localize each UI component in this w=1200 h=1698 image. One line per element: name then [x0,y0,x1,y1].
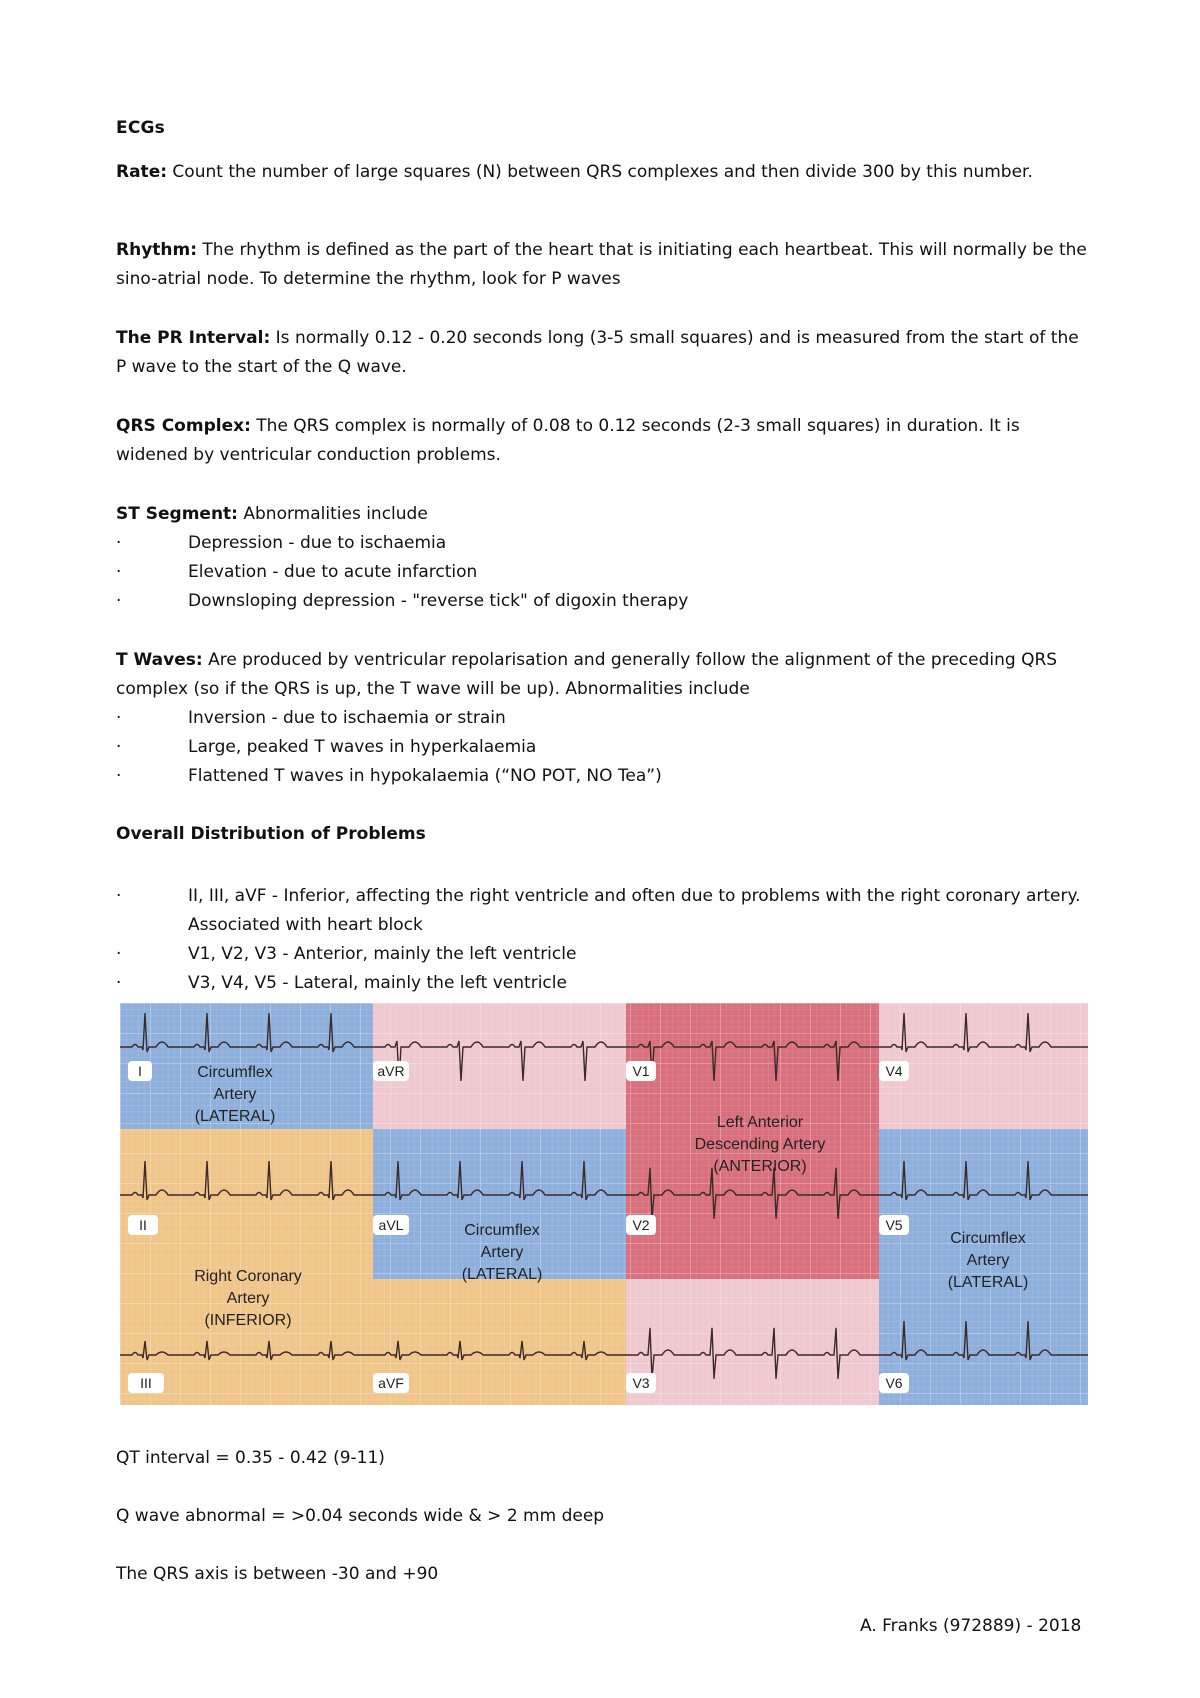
bullet-icon: · [116,562,122,582]
pr-text: Is normally 0.12 - 0.20 seconds long (3-5 small squares) and is measured from the start of the P wave to the start of the Q wave. [116,328,1079,377]
lead-label-text: V3 [632,1375,650,1391]
region-text: Circumflex [464,1222,540,1239]
qrs-text: The QRS complex is normally of 0.08 to 0.12 seconds (2-3 small squares) in duration. It is widened by ventricular conduction problems. [116,416,1020,465]
lead-label-text: aVF [378,1375,404,1391]
rhythm-paragraph [116,236,1091,294]
q-wave-text: Q wave abnormal = >0.04 seconds wide & > 2 mm deep [116,1506,605,1526]
bullet-icon: · [116,737,122,757]
qt-interval-text: QT interval = 0.35 - 0.42 (9-11) [116,1448,385,1468]
bullet-icon: · [116,533,122,553]
distribution-heading: Overall Distribution of Problems [116,824,426,844]
region-text: Artery [226,1290,270,1307]
lead-label-avr [373,1061,409,1081]
lead-label-v5 [879,1215,909,1235]
t-waves-label: T Waves: [116,650,203,670]
region-text: (LATERAL) [947,1274,1029,1291]
st-paragraph [116,500,1091,529]
rhythm-label: Rhythm: [116,240,198,260]
lead-label-avl [373,1215,409,1235]
rate-text: Count the number of large squares (N) between QRS complexes and then divide 300 by this number. [167,162,1033,182]
bullet-icon: · [116,591,122,611]
lead-label-text: V6 [885,1375,903,1391]
document-title: ECGs [116,118,165,138]
qrs-paragraph [116,412,1091,470]
bullet-icon: · [116,708,122,728]
lead-label-iii [128,1373,164,1393]
qrs-axis-text: The QRS axis is between -30 and +90 [116,1564,439,1584]
lead-label-v3 [626,1373,656,1393]
lead-label-text: V4 [885,1063,903,1079]
region-text: (ANTERIOR) [713,1158,807,1175]
rhythm-text: The rhythm is defined as the part of the heart that is initiating each heartbeat. This will normally be the sino-atrial node. To determine the rhythm, look for P waves [116,240,1087,289]
lead-label-v1 [626,1061,656,1081]
bullet-icon: · [116,886,122,906]
rate-label: Rate: [116,162,168,182]
lead-label-v4 [879,1061,909,1081]
lead-label-text: V2 [632,1217,650,1233]
lead-label-text: V5 [885,1217,903,1233]
t-waves-paragraph [116,646,1091,704]
region-text: (LATERAL) [461,1266,543,1283]
lead-label-text: aVR [377,1063,405,1079]
pr-interval-paragraph [116,324,1091,382]
region-text: Circumflex [197,1064,273,1081]
region-text: Right Coronary [194,1268,302,1285]
region-text: Artery [213,1086,257,1103]
lead-label-text: V1 [632,1063,650,1079]
region-text: Artery [966,1252,1010,1269]
lead-label-v6 [879,1373,909,1393]
ecg-territory-figure [120,1003,1088,1405]
region-text: (LATERAL) [194,1108,276,1125]
footer-author: A. Franks (972889) - 2018 [860,1616,1082,1636]
qrs-label: QRS Complex: [116,416,251,436]
bullet-icon: · [116,766,122,786]
region-text: Artery [480,1244,524,1261]
ecg-svg [120,1003,1088,1405]
lead-label-text: aVL [378,1217,404,1233]
pr-label: The PR Interval: [116,328,271,348]
st-text: Abnormalities include [237,504,428,524]
lead-label-v2 [626,1215,656,1235]
region-text: Circumflex [950,1230,1026,1247]
lead-label-ii [128,1215,158,1235]
bullet-icon: · [116,973,122,993]
lead-label-avf [373,1373,409,1393]
lead-label-i [128,1061,152,1081]
document-page: ECGs Rate: Count the number of large squares (N) between QRS complexes and then divide 300 by this number. Rhythm: The rhythm is defined as the part of the heart that is initiating each heartbeat. This will normally be the sino-atrial node. To determine the rhythm, look for P waves The PR Interval: Is normally 0.12 - 0.20 seconds long (3-5 small squares) and is measured from the start of the P wave to the start of the Q wave. QRS Complex: The QRS complex is normally of 0.08 to 0.12 seconds (2-3 small squares) in duration. It is widened by ventricular conduction problems. ST Segment: Abnormalities include · Depression - due to ischaemia · Elevation - due to acute infarction · Downsloping depression - "reverse tick" of digoxin therapy T Waves: Are produced by ventricular repolarisation and generally follow the alignment of the preceding QRS complex (so if the QRS is up, the T wave will be up). Abnormalities include · Inversion - due to ischaemia or strain · Large, peaked T waves in hyperkalaemia · Flattened T waves in hypokalaemia (“NO POT, NO Tea”) Overall Distribution of Problems · II, III, aVF - Inferior, affecting the right ventricle and often due to problems with the right coronary artery. Associated with heart block · V1, V2, V3 - Anterior, mainly the left ventricle · V3, V4, V5 - Lateral, mainly the left ventricle I aVR V1 V4 II aVL V2 V5 III aVF V3 V6 Circumflex Artery (LATERAL) Left Anterior Descending Artery (ANTERIOR) Circumflex Artery (LATERAL) Circumflex Artery (LATERAL) Right Coronary Artery (INFERIOR) QT interval = 0.35 - 0.42 (9-11) Q wave abnormal = >0.04 seconds wide & > 2 mm deep The QRS axis is between -30 and +90 A. Franks (972889) - 2018 [0,0,1200,1698]
region-text: Descending Artery [694,1136,826,1153]
bullet-icon: · [116,944,122,964]
lead-label-text: III [140,1375,152,1391]
rate-paragraph [116,158,1091,187]
region-text: Left Anterior [716,1114,804,1131]
lead-label-text: II [139,1217,147,1233]
st-label: ST Segment: [116,504,238,524]
region-text: (INFERIOR) [204,1312,292,1329]
lead-label-text: I [138,1063,142,1079]
t-waves-text: Are produced by ventricular repolarisation and generally follow the alignment of the preceding QRS complex (so if the QRS is up, the T wave will be up). Abnormalities include [116,650,1058,699]
